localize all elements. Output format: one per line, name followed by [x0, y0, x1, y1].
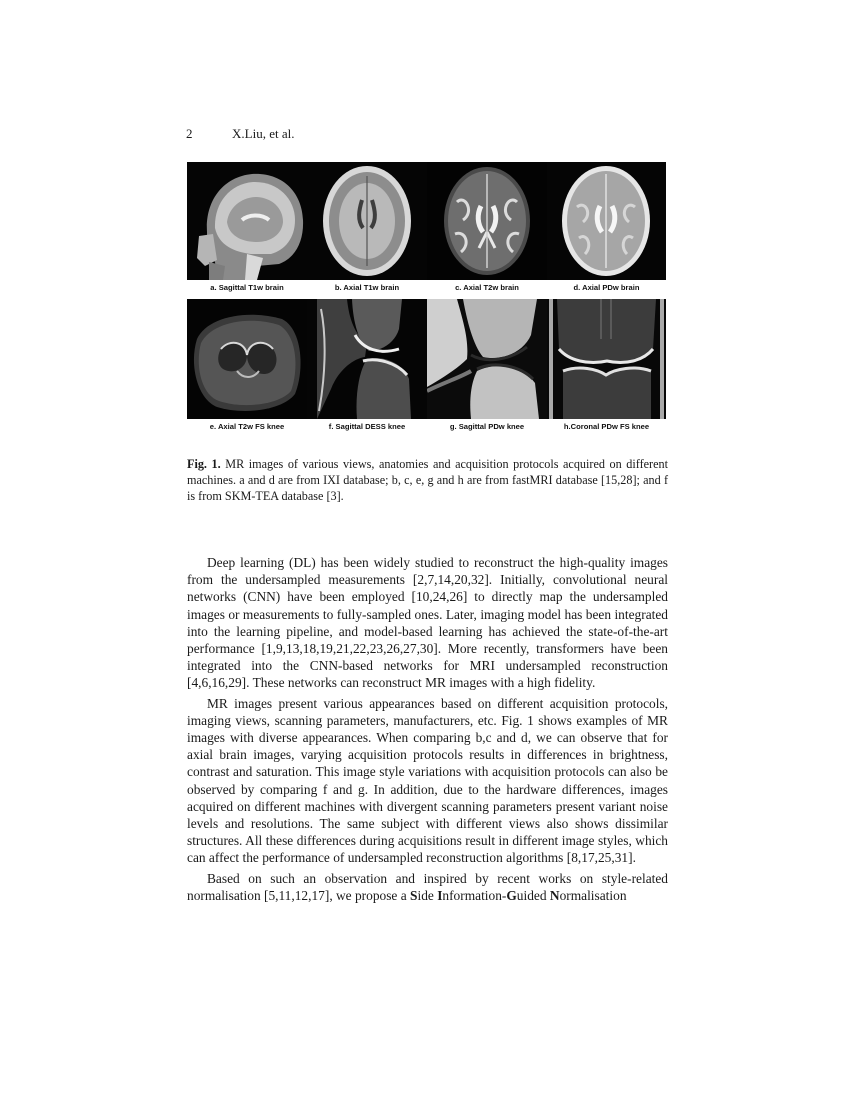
- running-header: [186, 126, 294, 142]
- paragraph-1: Deep learning (DL) has been widely studied to reconstruct the high-quality images from the undersampled measurements [2,7,14,20,32]. Initially, convolutional neural networks (CNN) have been employed [10,24,26] to directly map the undersampled images or measurements to fully-sampled ones. Later, imaging model has been integrated into the learning pipeline, and model-based learning has achieved the state-of-the-art performance [1,9,13,18,19,21,22,23,26,27,30]. More recently, transformers have been integrated into the CNN-based networks for MRI undersampled reconstruction [4,6,16,29]. These networks can reconstruct MR images with a high fidelity.: [187, 555, 668, 691]
- caption-d: d. Axial PDw brain: [573, 283, 640, 292]
- caption-f: f. Sagittal DESS knee: [328, 422, 406, 431]
- caption-a: a. Sagittal T1w brain: [210, 283, 284, 292]
- figure-caption: [187, 456, 668, 505]
- acronym-word-guided: uided: [516, 887, 550, 903]
- body-text: [187, 554, 668, 907]
- acronym-word-normalisation: ormalisation: [559, 887, 627, 903]
- author-line: X.Liu, et al.: [232, 126, 295, 141]
- acronym-word-information: nformation-: [442, 887, 507, 903]
- figure-1: [187, 162, 666, 431]
- figure-caption-text: MR images of various views, anatomies and acquisition protocols acquired on different machines. a and d are from IXI database; b, c, e, g and h are from fastMRI database [15,28]; and f is from SKM-TEA database [3].: [187, 457, 668, 504]
- mri-image-coronal-pdw-fs-knee: [547, 299, 666, 419]
- paragraph-3: [187, 870, 668, 904]
- page-number: 2: [186, 126, 193, 141]
- acronym-letter-s: S: [410, 887, 418, 903]
- acronym-letter-n: N: [549, 887, 560, 903]
- row2-captions: [187, 422, 666, 434]
- acronym-letter-i: I: [437, 887, 443, 903]
- mri-image-axial-t2w-brain: [427, 162, 547, 280]
- acronym-word-side: ide: [417, 887, 438, 903]
- caption-b: b. Axial T1w brain: [334, 283, 400, 292]
- knee-image-row: [187, 299, 666, 419]
- row1-captions: [187, 283, 666, 295]
- figure-caption-label: Fig. 1.: [187, 457, 221, 471]
- mri-image-axial-t2w-fs-knee: [187, 299, 307, 419]
- mri-image-axial-pdw-brain: [547, 162, 666, 280]
- mri-image-sagittal-t1w-brain: [187, 162, 307, 280]
- paragraph-3-text: Based on such an observation and inspired by recent works on style-related normalisation [5,11,12,17], we propose a: [187, 870, 668, 903]
- caption-g: g. Sagittal PDw knee: [449, 422, 525, 431]
- acronym-letter-g: G: [506, 887, 517, 903]
- mri-image-sagittal-dess-knee: [307, 299, 427, 419]
- brain-image-row: [187, 162, 666, 280]
- paragraph-2: MR images present various appearances based on different acquisition protocols, imaging views, scanning parameters, manufacturers, etc. Fig. 1 shows examples of MR images with diverse appearances. When comparing b,c and d, we can observe that for axial brain images, varying acquisition protocols results in differences in brightness, contrast and saturation. This image style variations with acquisition protocols can also be observed by comparing f and g. In addition, due to the hardware differences, images acquired on different machines with divergent scanning parameters present variant noise levels and resolutions. The same subject with different views also shows dissimilar structures. All these differences during acquisitions result in different image styles, which can affect the performance of undersampled reconstruction algorithms [8,17,25,31].: [187, 695, 668, 866]
- caption-c: c. Axial T2w brain: [455, 283, 519, 292]
- mri-image-sagittal-pdw-knee: [427, 299, 547, 419]
- mri-image-axial-t1w-brain: [307, 162, 427, 280]
- caption-e: e. Axial T2w FS knee: [209, 422, 285, 431]
- caption-h: h.Coronal PDw FS knee: [563, 422, 650, 431]
